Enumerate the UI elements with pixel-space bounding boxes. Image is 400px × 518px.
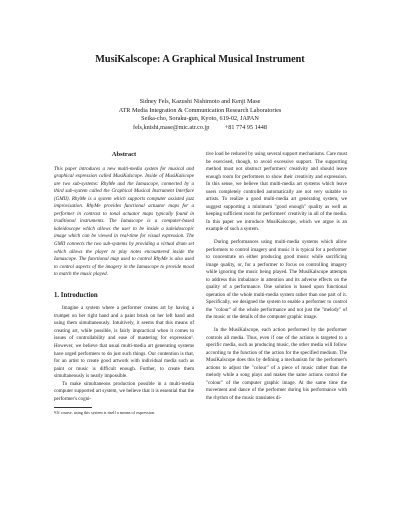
- right-paragraph-1: tive load be reduced by using several support mechanisms. Care must be exercised, though, to avoid excessive support. The supporting method must not obstruct performers' creativity and should leave enough room for performers to show their creativity and expression. In this sense, we believe that multi-media art systems which leave users completely controlled automatically are not very suitable to artists. To realize a good multi-media art generating system, we suggest supporting a minimum "good enough" quality as well as keeping sufficient room for performers' creativity in all of the media. In this paper we introduce MusiKalscope, which we argue is an example of such a system.: [206, 151, 347, 233]
- author-block: [0, 98, 400, 132]
- footnote-rule: [54, 407, 92, 408]
- contact-line: fels,knishi,mase@mic.atr.co.jp +81 774 95 1448: [133, 123, 267, 131]
- paper-title: MusiKalscope: A Graphical Musical Instrument: [95, 54, 305, 65]
- address: Seika-cho, Soraku-gun, Kyoto, 619-02, JAPAN: [141, 115, 259, 123]
- section-heading-introduction: 1. Introduction: [54, 291, 98, 299]
- footnote: ¹Of course, using this system is itself a means of expression.: [54, 410, 156, 416]
- affiliation: ATR Media Integration & Communication Research Laboratories: [118, 106, 282, 114]
- intro-paragraph-2: To make simultaneous production possible in a multi-media computer supported art system, we believe that it is essential that the performer's cogni-: [54, 380, 194, 402]
- left-column: [54, 151, 194, 416]
- right-paragraph-3: In the MusiKalscope, each action performed by the performer controls all media. Thus, even if one of the actions is targeted to a specific media, such as producing music, the other media will follow according to the function of the action for the specified medium. The MusiKalscope does this by defining a mechanism for the performer's actions to adjust the "colour" of a piece of music rather than the melody while a song plays and makes the same actions control the "colour" of the computer graphic image. At the same time the movement and dance of the performer during his performance with the rhythm of the music translates di-: [206, 327, 347, 401]
- right-paragraph-2: During performances using multi-media systems which allow performers to control imagery and music it is typical for a performer to concentrate on either producing good music while sacrificing image quality, or, for a performer to focus on controlling imagery while ignoring the music being played. The MusiKalscope attempts to address this imbalance in attention and its adverse effects on the quality of a performance. One solution is based upon functional operation of the whole multi-media system rather than one part of it. Specifically, we designed the system to enable a performer to control the "colour" of the whole performance and not just the "melody" of the music or the details of the computer graphic image.: [206, 239, 347, 321]
- abstract-heading: Abstract: [111, 151, 137, 158]
- right-column: [206, 151, 347, 403]
- intro-paragraph-1: Imagine a system where a performer creates art by having a trumpet on her right hand and a paint brush on her left hand and using them simultaneously. Intuitively, it seems that this means of creating art, while possible, is fairly impractical when it comes to issues of controllability and ease of mastering for expression¹. However, we believe that usual multi-media art generating systems have urged performers to do just such things. Our contention is that, for an artist to create good artwork with individual media such as paint or music is difficult enough. Further, to create them simultaneously is nearly impossible.: [54, 305, 194, 380]
- abstract-text: This paper introduces a new multi-media system for musical and graphical expression called MusiKalscope. Inside of MusiKalscope are two sub-systems: RhyMe and the Iamascope, connected by a third sub-system called the Graphical Musical Instrument Interface (GMII). RhyMe is a system which supports computer assisted jazz improvisation. RhyMe provides functional actuator maps for a performer in contrast to tonal actuator maps typically found in traditional instruments. The Iamascope is a computer-based kaleidoscope which allows the user to be inside a kaleidoscopic image which can be viewed in real-time for visual expression. The GMII connects the two sub-systems by providing a virtual drum set which allows the player to play notes encountered inside the Iamascope. The functional map used to control RhyMe is also used to control aspects of the imagery in the Iamascope to provide mood to match the music played.: [54, 165, 194, 278]
- author-names: Sidney Fels, Kazushi Nishimoto and Kenji Mase: [139, 98, 261, 105]
